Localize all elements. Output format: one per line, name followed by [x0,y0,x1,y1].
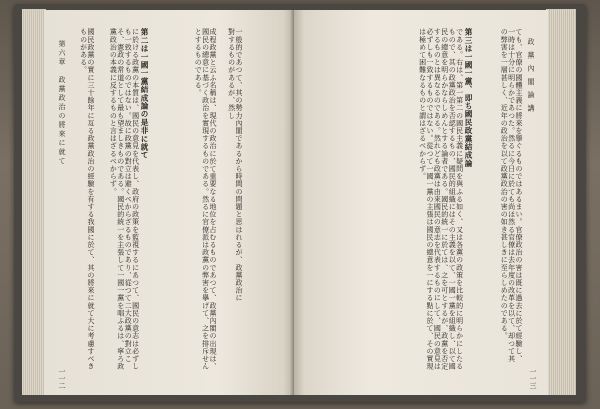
right-section-heading: 第三は一國一黨、即ち國民政黨結成論 [464,28,473,168]
right-page-text-block-top [478,28,522,368]
running-header: 政 黨 內 閣 論 講 [527,38,535,114]
left-chapter-footer: 第六章 政黨政治の將來に就て [58,40,66,166]
left-page-number: 一一二 [58,368,66,389]
left-page-text-block-4 [72,28,94,373]
right-top-text: ても、官僚の國體主義に將來を擧ぐるものではあるまい。官僚政治の害は既に過去に於て經驗し、一時は十分に明らかであつた。然るに今日に於ても尚ほ然る官僚は去年度の改革を以て、却つて其の弊害を一層甚しく、近年の政治を以て政黨政治の害の如き甚しきに至らしめたのである。 [500,28,523,363]
page-stack-left [22,9,46,395]
left-section-heading: 第二は一國一黨結成論の是非に就て [140,28,149,160]
left-body-4: 國民政黨の實に三十餘年に亙る政黨政治の經驗を有する我國に於て、其の將來に就て大に考慮すべきものがある。 [79,28,95,370]
left-page-text-block-2 [150,28,216,373]
page-stack-right [546,9,576,395]
left-page-text-block-1 [218,28,242,308]
right-page-number: 一一三 [529,368,537,389]
left-body-1: 一般的であつて、其の勢力內閣であるから時間の問題と思はれるが、政黨政治に對するものがあるが、然し [227,28,243,302]
left-body-2: 成程政黨と云ふ名稱は、現代の政治に於て重要なる地位を占むるものであつて、政黨內閣の出現は、國民の總意に基づく政治を實現するものである。然るに官僚派は政黨の弊害を擧げて、之を排斥せんとするものである。 [194,28,217,370]
right-body: である。右は、第一第二の國民主義に疑問を與ふる如く、又は各黨の政策を比較的に明らかにしたるもので、其の政黨政治を否認するもの、國民的組織にはその主義を以て、一國一黨を組織し、以て國民の總意を明らかならしめんとする論者である。國民的統一に於ては、之を可とするが、政黨を否定するものとは異なるのである。然れども政黨は由來國民の意志を代表するものにして、國民の意見は必ずしも一致するものではない。從つて一國一黨の主張は國民の總意を一にする點に於て、その實現は極めて困難なるものと謂はざるべからず。 [418,28,464,370]
left-body-3: に於ける政黨の本質は、國民の意見を代表し、政府の政策を監視するにあつて、國民の意志は必ずしも一致するものではない。故に政黨の對立は避くべからざるものであり、從つて二大政黨の對立こそ、憲政の常道として最も望ましきものである。國民的統一を主張して一國一黨を唱ふるは、寧ろ政黨政治の本義に反するものと言はざるべからず。 [109,28,140,370]
right-page-text-block-main [306,28,474,373]
left-page-text-block-3 [98,28,150,373]
